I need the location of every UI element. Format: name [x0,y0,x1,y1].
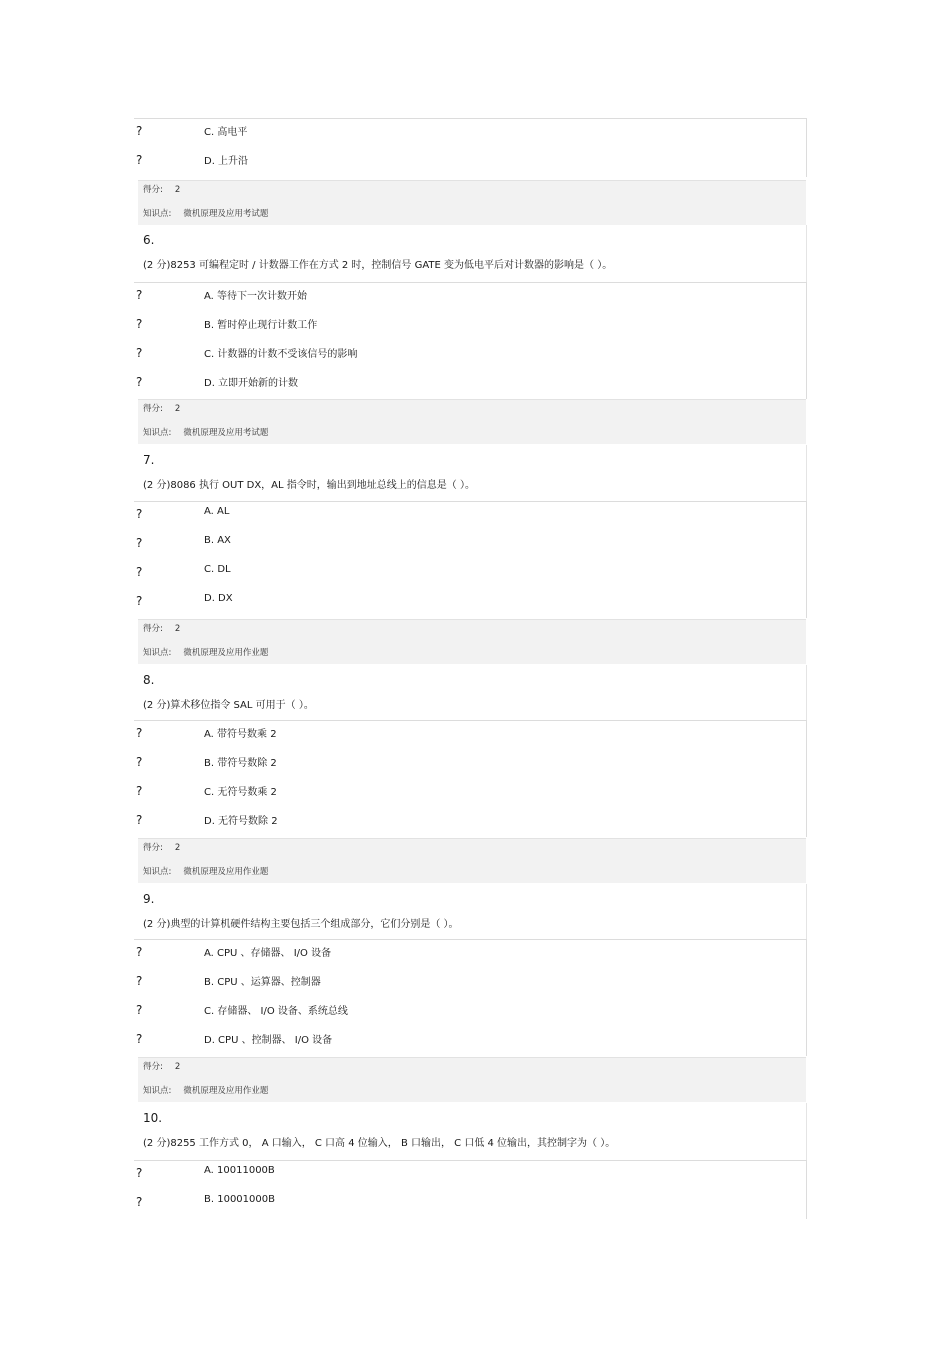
score-label: 得分: [143,1062,163,1072]
knowledge-point-label: 知识点: [143,428,172,438]
radio-marker[interactable]: ? [136,813,143,827]
option-list [134,939,807,1056]
option-text: B. 暂时停止现行计数工作 [204,320,318,331]
knowledge-point-label: 知识点: [143,867,172,877]
option-text: A. 10011000B [204,1165,275,1176]
score-panel [138,619,806,664]
knowledge-point-value: 微机原理及应用考试题 [183,209,269,219]
option-text: A. AL [204,506,230,517]
option-text: A. 等待下一次计数开始 [204,291,308,302]
option-item[interactable] [134,750,806,779]
radio-marker[interactable]: ? [136,1032,143,1046]
radio-marker[interactable]: ? [136,1195,143,1209]
question-block [138,445,807,503]
radio-marker[interactable]: ? [136,536,143,550]
option-item[interactable] [134,1161,806,1190]
score-panel [138,838,806,883]
knowledge-point-row [143,1084,268,1096]
radio-marker[interactable]: ? [136,346,143,360]
option-text: C. 无符号数乘 2 [204,787,277,798]
option-item[interactable] [134,531,806,560]
score-value: 2 [174,185,181,195]
option-list [134,1160,807,1219]
question-number: 8. [143,673,155,687]
score-value: 2 [174,404,181,414]
option-item[interactable] [134,721,806,750]
question-stem: (2 分)典型的计算机硬件结构主要包括三个组成部分，它们分别是（ ）。 [143,919,459,930]
knowledge-point-label: 知识点: [143,648,172,658]
knowledge-point-row [143,207,268,219]
knowledge-point-label: 知识点: [143,209,172,219]
option-item[interactable] [134,341,806,370]
score-row [143,402,180,414]
option-text: D. CPU 、控制器、 I/O 设备 [204,1035,333,1046]
option-text: C. 计数器的计数不受该信号的影响 [204,349,358,360]
option-text: D. 上升沿 [204,156,249,167]
option-item[interactable] [134,589,806,618]
radio-marker[interactable]: ? [136,375,143,389]
radio-marker[interactable]: ? [136,755,143,769]
question-block [138,884,807,942]
score-value: 2 [174,843,181,853]
knowledge-point-value: 微机原理及应用作业题 [183,867,269,877]
option-text: A. 带符号数乘 2 [204,729,277,740]
option-list [134,501,807,618]
option-text: B. 10001000B [204,1194,275,1205]
radio-marker[interactable]: ? [136,594,143,608]
question-number: 7. [143,453,155,467]
score-row [143,183,180,195]
question-block [138,225,807,283]
radio-marker[interactable]: ? [136,124,143,138]
question-stem: (2 分)8255 工作方式 0， A 口输入， C 口高 4 位输入， B 口输出， C 口低 4 位输出，其控制字为（ ）。 [143,1138,616,1149]
knowledge-point-value: 微机原理及应用作业题 [183,648,269,658]
question-stem: (2 分)算术移位指令 SAL 可用于（ ）。 [143,700,314,711]
radio-marker[interactable]: ? [136,784,143,798]
option-text: C. DL [204,564,231,575]
score-row [143,622,180,634]
option-item[interactable] [134,969,806,998]
option-text: B. 带符号数除 2 [204,758,277,769]
question-number: 10. [143,1111,163,1125]
score-label: 得分: [143,404,163,414]
option-text: A. CPU 、存储器、 I/O 设备 [204,948,332,959]
option-item[interactable] [134,119,806,148]
score-panel [138,399,806,444]
option-text: C. 存储器、 I/O 设备、系统总线 [204,1006,348,1017]
knowledge-point-row [143,865,268,877]
option-item[interactable] [134,148,806,177]
option-text: B. AX [204,535,231,546]
question-block [138,1103,807,1161]
option-text: D. 无符号数除 2 [204,816,278,827]
option-item[interactable] [134,808,806,837]
radio-marker[interactable]: ? [136,974,143,988]
radio-marker[interactable]: ? [136,153,143,167]
option-list [134,118,807,177]
option-text: D. DX [204,593,233,604]
score-value: 2 [174,624,181,634]
radio-marker[interactable]: ? [136,317,143,331]
radio-marker[interactable]: ? [136,945,143,959]
option-item[interactable] [134,502,806,531]
score-label: 得分: [143,185,163,195]
radio-marker[interactable]: ? [136,1166,143,1180]
question-stem: (2 分)8086 执行 OUT DX，AL 指令时，输出到地址总线上的信息是（ ）。 [143,480,475,491]
score-label: 得分: [143,624,163,634]
score-row [143,1060,180,1072]
option-item[interactable] [134,940,806,969]
option-list [134,720,807,837]
option-item[interactable] [134,370,806,399]
knowledge-point-row [143,646,268,658]
option-list [134,282,807,399]
option-item[interactable] [134,312,806,341]
score-panel [138,180,806,225]
option-text: C. 高电平 [204,127,248,138]
option-text: D. 立即开始新的计数 [204,378,299,389]
knowledge-point-value: 微机原理及应用作业题 [183,1086,269,1096]
option-item[interactable] [134,283,806,312]
question-number: 9. [143,892,155,906]
option-text: B. CPU 、运算器、控制器 [204,977,321,988]
knowledge-point-row [143,426,268,438]
radio-marker[interactable]: ? [136,507,143,521]
question-block [138,665,807,723]
question-number: 6. [143,233,155,247]
score-label: 得分: [143,843,163,853]
option-item[interactable] [134,998,806,1027]
radio-marker[interactable]: ? [136,288,143,302]
option-item[interactable] [134,1190,806,1219]
radio-marker[interactable]: ? [136,565,143,579]
radio-marker[interactable]: ? [136,726,143,740]
radio-marker[interactable]: ? [136,1003,143,1017]
option-item[interactable] [134,560,806,589]
knowledge-point-label: 知识点: [143,1086,172,1096]
option-item[interactable] [134,1027,806,1056]
score-panel [138,1057,806,1102]
score-row [143,841,180,853]
score-value: 2 [174,1062,181,1072]
option-item[interactable] [134,779,806,808]
knowledge-point-value: 微机原理及应用考试题 [183,428,269,438]
question-stem: (2 分)8253 可编程定时 / 计数器工作在方式 2 时，控制信号 GATE 变为低电平后对计数器的影响是（ ）。 [143,260,613,271]
